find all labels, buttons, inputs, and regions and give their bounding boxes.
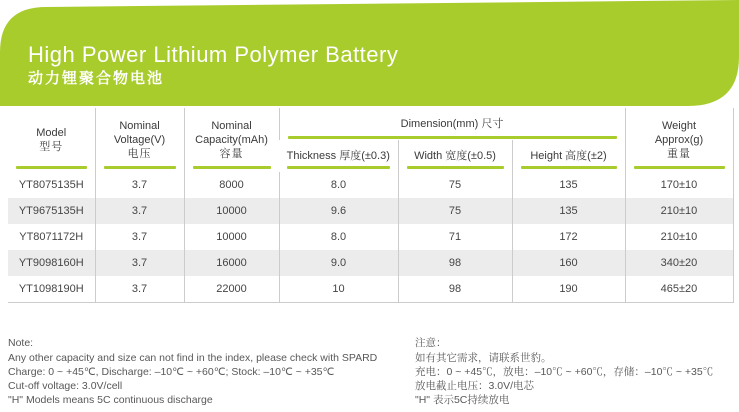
cell-height: 135 <box>512 172 625 198</box>
cell-thickness: 8.0 <box>279 172 398 198</box>
page-subtitle: 动力锂聚合物电池 <box>28 70 165 87</box>
banner-text <box>28 42 398 90</box>
col-header-height: Height 高度(±2) <box>512 140 625 172</box>
page-title: High Power Lithium Polymer Battery <box>28 42 399 67</box>
cell-capacity: 16000 <box>184 250 279 276</box>
col-header-model-en: Model <box>36 126 67 139</box>
battery-spec-table <box>8 108 734 303</box>
cell-capacity: 10000 <box>184 198 279 224</box>
cell-weight: 210±10 <box>625 224 733 250</box>
col-header-model <box>8 108 95 172</box>
cell-voltage: 3.7 <box>95 198 184 224</box>
cell-model: YT9675135H <box>18 205 84 217</box>
col-header-voltage <box>95 108 184 172</box>
cell-width: 98 <box>398 250 512 276</box>
cell-width: 98 <box>398 276 512 303</box>
cell-weight: 210±10 <box>625 198 733 224</box>
cell-thickness: 8.0 <box>279 224 398 250</box>
cell-voltage: 3.7 <box>95 250 184 276</box>
col-header-capacity <box>184 108 279 172</box>
cell-width: 71 <box>398 224 512 250</box>
notes-english-title: Note: <box>8 337 34 349</box>
table-row <box>8 250 733 276</box>
cell-height: 172 <box>512 224 625 250</box>
col-header-weight-line1: Weight <box>661 119 697 132</box>
notes-chinese-title: 注意： <box>415 337 447 349</box>
cell-model: YT8075135H <box>18 179 84 191</box>
table-row <box>8 172 733 198</box>
cell-model: YT1098190H <box>8 276 95 303</box>
cell-height: 135 <box>512 198 625 224</box>
col-header-model-zh: 型号 <box>39 141 64 153</box>
col-header-voltage-line1: Nominal <box>119 119 160 132</box>
cell-height: 190 <box>512 276 625 303</box>
note-line: "H" 表示5C持续放电 <box>415 394 510 406</box>
col-header-thickness: Thickness 厚度(±0.3) <box>279 140 398 172</box>
col-header-weight-zh: 重量 <box>667 148 691 161</box>
cell-capacity: 22000 <box>184 276 279 303</box>
cell-voltage: 3.7 <box>95 172 184 198</box>
cell-voltage: 3.7 <box>95 276 184 303</box>
cell-height: 160 <box>512 250 625 276</box>
col-header-dimension-group: Dimension(mm) 尺寸 <box>279 108 625 140</box>
col-header-capacity-zh: 容量 <box>219 148 244 161</box>
note-line: "H" Models means 5C continuous discharge <box>8 394 213 406</box>
col-header-capacity-line1: Nominal <box>211 119 252 132</box>
header-banner <box>0 0 739 106</box>
col-header-weight <box>625 108 733 172</box>
cell-model: YT9098160H <box>18 257 84 269</box>
col-header-weight-line2: Approx(g) <box>654 133 704 146</box>
cell-thickness: 9.0 <box>279 250 398 276</box>
note-line: 如有其它需求，请联系世豹。 <box>415 352 552 364</box>
table-row <box>8 276 733 303</box>
table-row <box>8 198 733 224</box>
cell-thickness: 10 <box>279 276 398 303</box>
cell-voltage: 3.7 <box>95 224 184 250</box>
cell-capacity: 10000 <box>184 224 279 250</box>
cell-width: 75 <box>398 198 512 224</box>
cell-weight: 340±20 <box>625 250 733 276</box>
note-line: Any other capacity and size can not find in the index, please check with SPARD <box>8 352 378 364</box>
note-line: 充电：0 ~ +45℃，放电：–10℃ ~ +60℃，存储：–10℃ ~ +35℃ <box>415 366 714 378</box>
col-header-width: Width 宽度(±0.5) <box>398 140 512 172</box>
header-row-main <box>8 108 733 140</box>
col-header-capacity-line2: Capacity(mAh) <box>195 133 268 146</box>
notes-english <box>8 336 408 407</box>
note-line: 放电截止电压：3.0V/电芯 <box>415 380 535 392</box>
table-row <box>8 224 733 250</box>
cell-capacity: 8000 <box>184 172 279 198</box>
cell-width: 75 <box>398 172 512 198</box>
cell-model: YT8071172H <box>19 231 84 243</box>
col-header-voltage-line2: Voltage(V) <box>113 133 166 146</box>
cell-thickness: 9.6 <box>279 198 398 224</box>
cell-weight: 170±10 <box>625 172 733 198</box>
cell-weight: 465±20 <box>625 276 733 303</box>
note-line: Cut-off voltage: 3.0V/cell <box>8 380 123 392</box>
notes-chinese <box>415 336 735 407</box>
note-line: Charge: 0 ~ +45℃, Discharge: –10℃ ~ +60℃; Stock: –10℃ ~ +35℃ <box>8 366 335 378</box>
col-header-voltage-zh: 电压 <box>127 148 152 161</box>
